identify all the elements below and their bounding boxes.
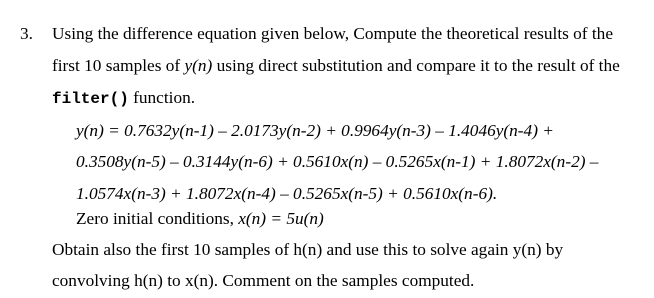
question-text-line-3 (52, 88, 195, 109)
difference-equation-line-2: 0.3508y(n-5) – 0.3144y(n-6) + 0.5610x(n) – 0.5265x(n-1) + 1.8072x(n-2) – (76, 152, 599, 171)
question-text-line-2 (52, 56, 620, 76)
followup-text-line-2: convolving h(n) to x(n). Comment on the samples computed. (52, 271, 475, 290)
question-number: 3. (20, 24, 33, 43)
question-text-line-2-end: using direct substitution and compare it to the result of the (212, 56, 620, 75)
question-text-line-1: Using the difference equation given below, Compute the theoretical results of the (52, 24, 613, 43)
difference-equation-line-1: y(n) = 0.7632y(n-1) – 2.0173y(n-2) + 0.9964y(n-3) – 1.4046y(n-4) + (76, 121, 554, 140)
followup-text-line-1: Obtain also the first 10 samples of h(n) and use this to solve again y(n) by (52, 240, 564, 259)
initial-conditions (76, 209, 324, 229)
difference-equation-line-3: 1.0574x(n-3) + 1.8072x(n-4) – 0.5265x(n-5) + 0.5610x(n-6). (76, 184, 498, 203)
input-signal-definition: x(n) = 5u(n) (238, 209, 324, 228)
initial-conditions-label: Zero initial conditions, (76, 209, 239, 228)
output-symbol: y(n) (184, 56, 213, 75)
filter-function-code: filter() (52, 90, 129, 108)
question-text-line-3-end: function. (128, 88, 196, 107)
question-text-line-2-start: first 10 samples of (52, 56, 185, 75)
